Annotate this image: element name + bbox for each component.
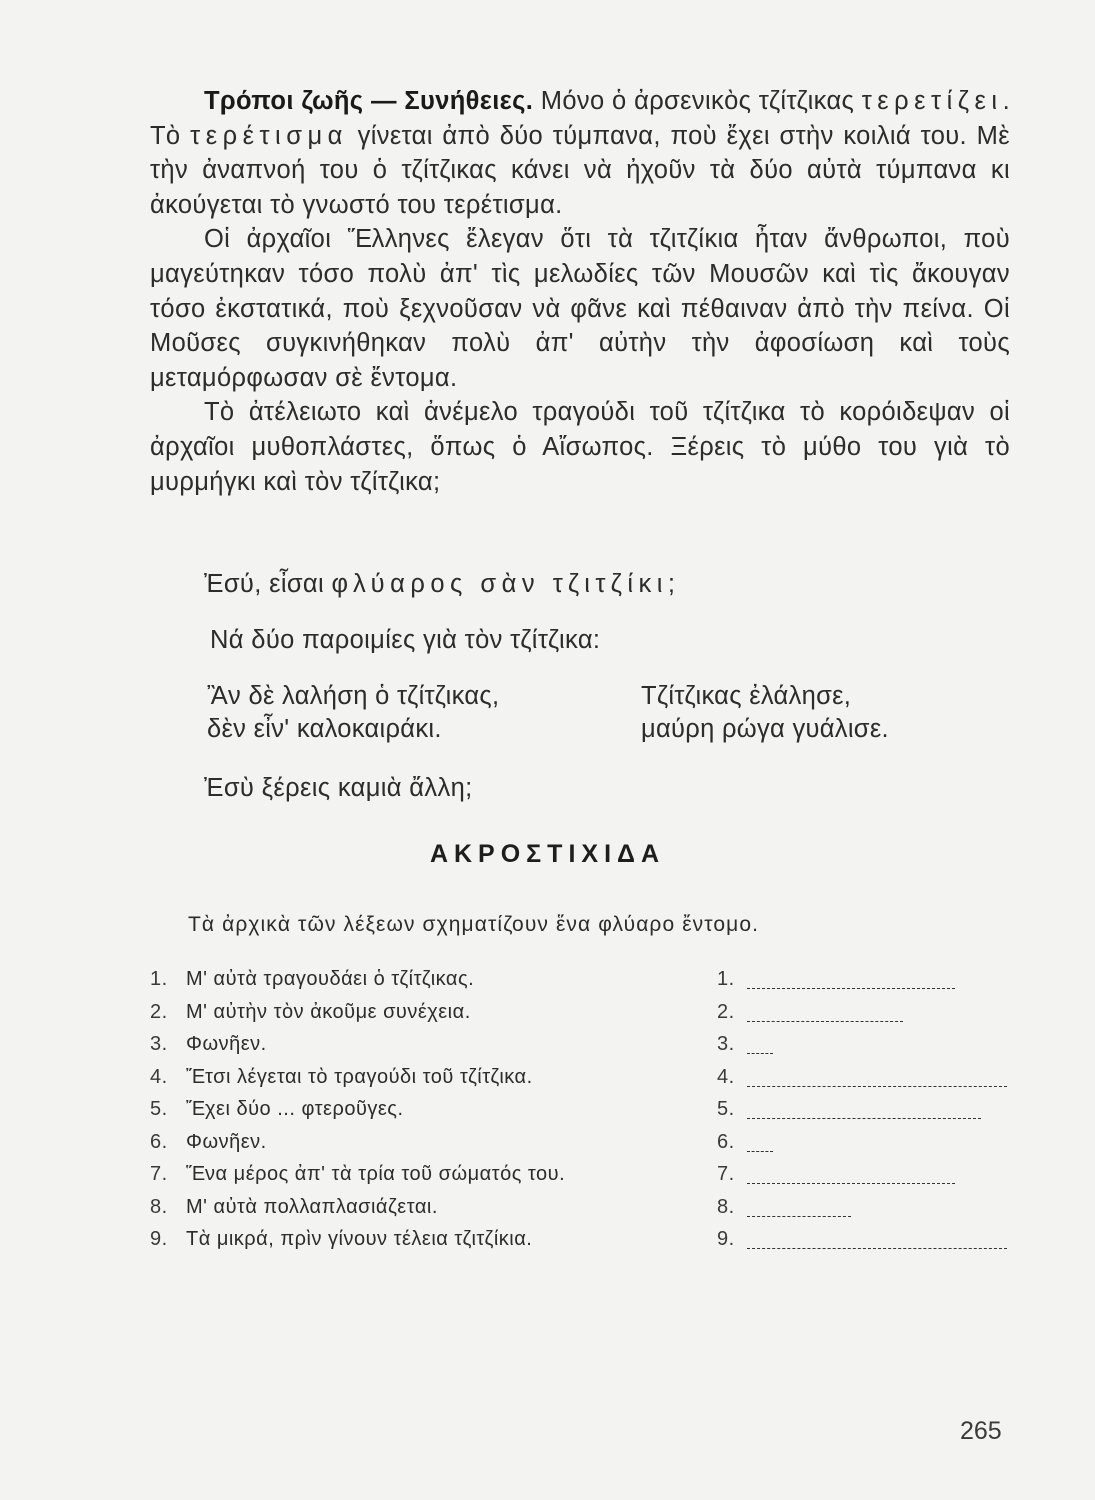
answer-blank[interactable] — [747, 1066, 1007, 1087]
clue-text: Μ' αὐτὰ πολλαπλασιάζεται. — [186, 1195, 438, 1218]
proverbs-intro: Νά δύο παροιμίες γιὰ τὸν τζίτζικα: — [210, 626, 601, 654]
clue-text: Ἕνα μέρος ἀπ' τὰ τρία τοῦ σώματός του. — [186, 1163, 566, 1185]
answer-blank[interactable] — [747, 1196, 851, 1217]
clue-number: 4. — [150, 1065, 168, 1088]
proverb-1 — [207, 680, 499, 746]
clue-text: Μ' αὐτὰ τραγουδάει ὁ τζίτζικας. — [186, 968, 475, 990]
clue-row — [150, 1228, 1030, 1261]
clue-text: Ἔτσι λέγεται τὸ τραγούδι τοῦ τζίτζικα. — [186, 1065, 533, 1088]
answer-blank[interactable] — [747, 1228, 1007, 1249]
spaced-word: τερετίζει — [861, 87, 1003, 115]
proverb-2 — [641, 680, 889, 746]
prose-section — [150, 84, 1010, 499]
clue-text: Φωνῆεν. — [186, 1033, 267, 1055]
clue-number: 6. — [150, 1130, 168, 1153]
question-chatterbox: Ἐσύ, εἶσαι φλύαρος σὰν τζιτζίκι; — [204, 570, 676, 598]
clue-text: Ἔχει δύο ... φτεροῦγες. — [186, 1098, 404, 1120]
proverb-line: δὲν εἶν' καλοκαιράκι. — [207, 715, 442, 743]
question-other-proverb: Ἐσὺ ξέρεις καμιὰ ἄλλη; — [204, 774, 473, 802]
clue-number: 5. — [150, 1098, 168, 1120]
answer-number: 4. — [717, 1065, 735, 1088]
clue-number: 2. — [150, 1000, 168, 1023]
answer-blank[interactable] — [747, 968, 955, 989]
clue-row — [150, 1033, 1030, 1066]
proverb-line: Ἂν δὲ λαλήση ὁ τζίτζικας, — [207, 682, 500, 710]
acrostic-clues — [150, 968, 1030, 1261]
answer-blank[interactable] — [747, 1131, 773, 1152]
answer-blank[interactable] — [747, 1033, 773, 1054]
spaced-word: τερέτισμα — [190, 121, 348, 150]
answer-number: 3. — [717, 1033, 735, 1055]
clue-row — [150, 1098, 1030, 1131]
clue-row — [150, 1163, 1030, 1196]
clue-row — [150, 1196, 1030, 1229]
clue-text: Φωνῆεν. — [186, 1130, 267, 1153]
answer-number: 5. — [717, 1098, 735, 1120]
clue-text: Μ' αὐτὴν τὸν ἀκοῦμε συνέχεια. — [186, 1000, 471, 1023]
clue-row — [150, 968, 1030, 1001]
clue-number: 8. — [150, 1195, 168, 1218]
clue-row — [150, 1131, 1030, 1164]
clue-text: Τὰ μικρά, πρὶν γίνουν τέλεια τζιτζίκια. — [186, 1228, 533, 1250]
answer-number: 6. — [717, 1130, 735, 1153]
answer-number: 2. — [717, 1000, 735, 1023]
acrostic-intro: Τὰ ἀρχικὰ τῶν λέξεων σχηματίζουν ἕνα φλύαρο ἔντομο. — [188, 913, 760, 936]
answer-number: 8. — [717, 1195, 735, 1218]
answer-blank[interactable] — [747, 1001, 903, 1022]
clue-number: 3. — [150, 1033, 168, 1055]
clue-number: 7. — [150, 1163, 168, 1185]
paragraph-habits: Τρόποι ζωῆς — Συνήθειες. Μόνο ὁ ἀρσενικὸς τζίτζικας τερετίζει. Τὸ τερέτισμα γίνεται ἀπὸ δύο τύμπανα, ποὺ ἔχει στὴν κοιλιά του. Μὲ τὴν ἀναπνοή του ὁ τζίτζικας κάνει νὰ ἠχοῦν τὰ δύο αὐτὰ τύμπανα κι ἀκούγεται τὸ γνωστό του τερέτισμα. — [150, 87, 1010, 219]
clue-number: 9. — [150, 1228, 168, 1250]
proverb-line: μαύρη ρώγα γυάλισε. — [641, 715, 889, 743]
paragraph-myth: Οἱ ἀρχαῖοι Ἕλληνες ἔλεγαν ὅτι τὰ τζιτζίκια ἦταν ἄνθρωποι, ποὺ μαγεύτηκαν τόσο πολὺ ἀπ' τὶς μελωδίες τῶν Μουσῶν καὶ τὶς ἄκουγαν τόσο ἐκστατικά, ποὺ ξεχνοῦσαν νὰ φᾶνε καὶ πέθαιναν ἀπὸ τὴν πείνα. Οἱ Μοῦσες συγκινήθηκαν πολὺ ἀπ' αὐτὴν τὴν ἀφοσίωση καὶ τοὺς μεταμόρφωσαν σὲ ἔντομα. — [150, 225, 1010, 392]
clue-row — [150, 1001, 1030, 1034]
answer-number: 1. — [717, 968, 735, 990]
proverb-line: Τζίτζικας ἐλάλησε, — [641, 682, 852, 710]
answer-blank[interactable] — [747, 1163, 955, 1184]
clue-number: 1. — [150, 968, 168, 990]
acrostic-title: ΑΚΡΟΣΤΙΧΙΔΑ — [429, 840, 666, 868]
page-number: 265 — [960, 1417, 1002, 1445]
paragraph-aesop: Τὸ ἀτέλειωτο καὶ ἀνέμελο τραγούδι τοῦ τζίτζικα τὸ κορόιδεψαν οἱ ἀρχαῖοι μυθοπλάστες, ὅπως ὁ Αἴσωπος. Ξέρεις τὸ μύθο του γιὰ τὸ μυρμήγκι καὶ τὸν τζίτζικα; — [150, 398, 1010, 496]
answer-blank[interactable] — [747, 1098, 981, 1119]
answer-number: 7. — [717, 1163, 735, 1185]
clue-row — [150, 1066, 1030, 1099]
answer-number: 9. — [717, 1228, 735, 1250]
section-heading: Τρόποι ζωῆς — Συνήθειες. — [204, 87, 534, 115]
